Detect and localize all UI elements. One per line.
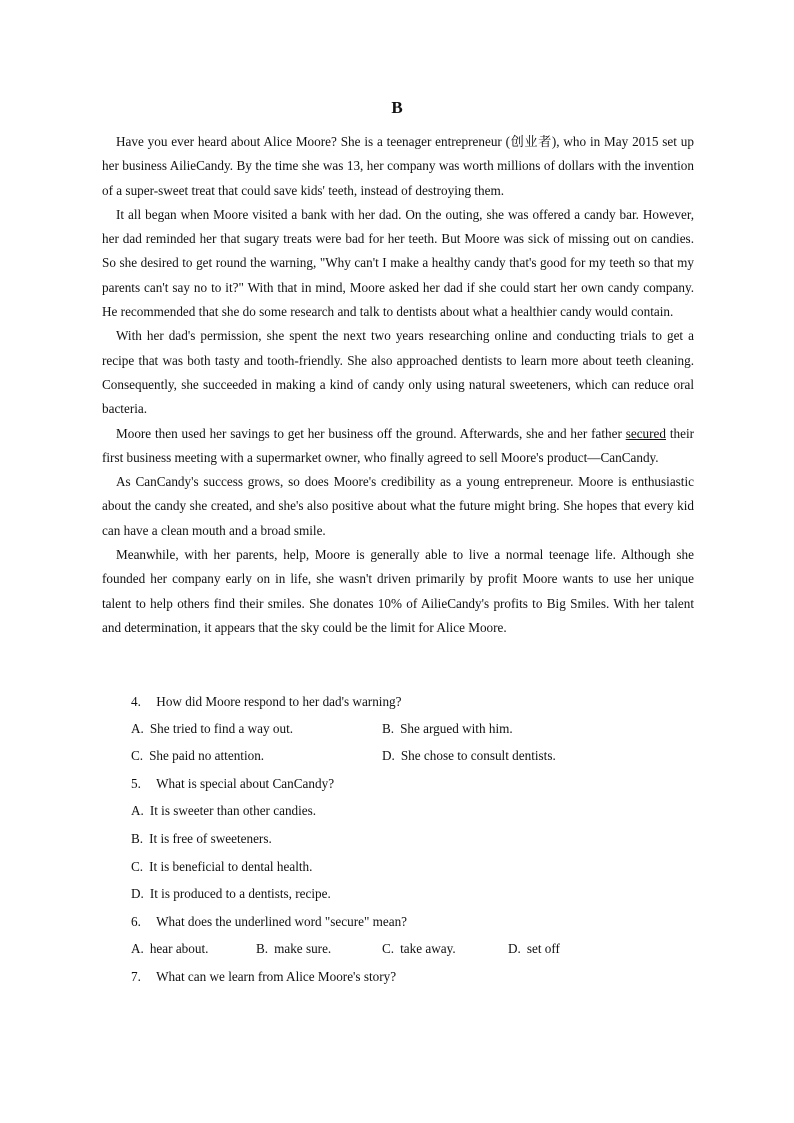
option-text: She chose to consult dentists. — [400, 748, 556, 763]
option-letter: B. — [256, 941, 269, 956]
option-letter: C. — [131, 859, 144, 874]
option-text: make sure. — [274, 941, 332, 956]
option-text: set off — [526, 941, 560, 956]
option-letter: B. — [131, 831, 144, 846]
question-6-option-c[interactable] — [382, 941, 456, 957]
question-number: 4. — [131, 694, 141, 709]
question-5-option-c[interactable] — [131, 859, 312, 875]
question-4-option-a[interactable] — [131, 721, 293, 737]
option-letter: D. — [508, 941, 521, 956]
question-text: What is special about CanCandy? — [156, 776, 335, 791]
option-text: It is beneficial to dental health. — [149, 859, 313, 874]
question-number: 7. — [131, 969, 141, 984]
question-6-option-d[interactable] — [508, 941, 560, 957]
passage-paragraph-5: As CanCandy's success grows, so does Moore's credibility as a young entrepreneur. Moore is enthusiastic about the candy she created, and she's also positive about what the future might bring. She hopes that every kid can have a clean mouth and a broad smile. — [102, 474, 694, 538]
option-letter: D. — [131, 886, 144, 901]
question-7-stem — [131, 969, 396, 985]
question-4-option-d[interactable] — [382, 748, 556, 764]
question-number: 5. — [131, 776, 141, 791]
section-heading: B — [391, 98, 403, 117]
question-5-option-d[interactable] — [131, 886, 331, 902]
option-text: It is free of sweeteners. — [149, 831, 272, 846]
underlined-word-secured: secured — [625, 425, 666, 441]
option-letter: D. — [382, 748, 395, 763]
question-6-option-b[interactable] — [256, 941, 331, 957]
option-text: She argued with him. — [400, 721, 513, 736]
option-letter: A. — [131, 803, 144, 818]
passage-paragraph-3: With her dad's permission, she spent the next two years researching online and conducting trials to get a recipe that was both tasty and tooth-friendly. She also approached dentists to learn more about teeth cleaning. Consequently, she succeeded in making a kind of candy only using natural sweeteners, which can reduce oral bacteria. — [102, 328, 694, 417]
question-6-option-a[interactable] — [131, 941, 208, 957]
option-letter: B. — [382, 721, 395, 736]
question-number: 6. — [131, 914, 141, 929]
option-text: She paid no attention. — [149, 748, 265, 763]
passage-paragraph-4 — [102, 422, 694, 471]
passage-paragraph-4-end: their first business meeting with a supermarket owner, who finally agreed to sell Moore's product—CanCandy. — [102, 425, 694, 465]
passage-paragraph-6: Meanwhile, with her parents, help, Moore is generally able to live a normal teenage life. Although she founded her company early on in life, she wasn't driven primarily by profit Moore wants to use her unique talent to help others find their smiles. She donates 10% of AilieCandy's profits to Big Smiles. With her talent and determination, it appears that the sky could be the limit for Alice Moore. — [102, 547, 694, 635]
passage-paragraph-1: Have you ever heard about Alice Moore? She is a teenager entrepreneur (创业者), who in May 2015 set up her business AilieCandy. By the time she was 13, her company was worth millions of dollars with the invention of a super-sweet treat that could save kids' teeth, instead of destroying them. — [102, 134, 694, 198]
reading-passage — [102, 130, 694, 640]
question-5-option-a[interactable] — [131, 803, 316, 819]
question-text: What can we learn from Alice Moore's story? — [156, 969, 397, 984]
question-5-option-b[interactable] — [131, 831, 272, 847]
passage-paragraph-2: It all began when Moore visited a bank with her dad. On the outing, she was offered a candy bar. However, her dad reminded her that sugary treats were bad for her teeth. But Moore was sick of missing out on candies. So she desired to get round the warning, "Why can't I make a healthy candy that's good for my teeth so that my parents can't say no to it?" With that in mind, Moore asked her dad if she could start her own candy company. He recommended that she do some research and talk to dentists about what a healthier candy would contain. — [102, 206, 694, 320]
option-letter: A. — [131, 721, 144, 736]
option-text: It is sweeter than other candies. — [149, 803, 317, 818]
question-4-option-c[interactable] — [131, 748, 264, 764]
question-text: How did Moore respond to her dad's warning? — [156, 694, 402, 709]
option-letter: C. — [382, 941, 395, 956]
question-4-option-b[interactable] — [382, 721, 513, 737]
option-text: take away. — [400, 941, 456, 956]
question-6-stem — [131, 914, 407, 930]
question-4-stem — [131, 694, 402, 710]
option-text: hear about. — [149, 941, 209, 956]
option-letter: C. — [131, 748, 144, 763]
option-letter: A. — [131, 941, 144, 956]
option-text: It is produced to a dentists, recipe. — [149, 886, 331, 901]
option-text: She tried to find a way out. — [149, 721, 294, 736]
passage-paragraph-4-start: Moore then used her savings to get her business off the ground. Afterwards, she and her father — [116, 425, 626, 441]
question-text: What does the underlined word "secure" mean? — [156, 914, 408, 929]
question-5-stem — [131, 776, 334, 792]
